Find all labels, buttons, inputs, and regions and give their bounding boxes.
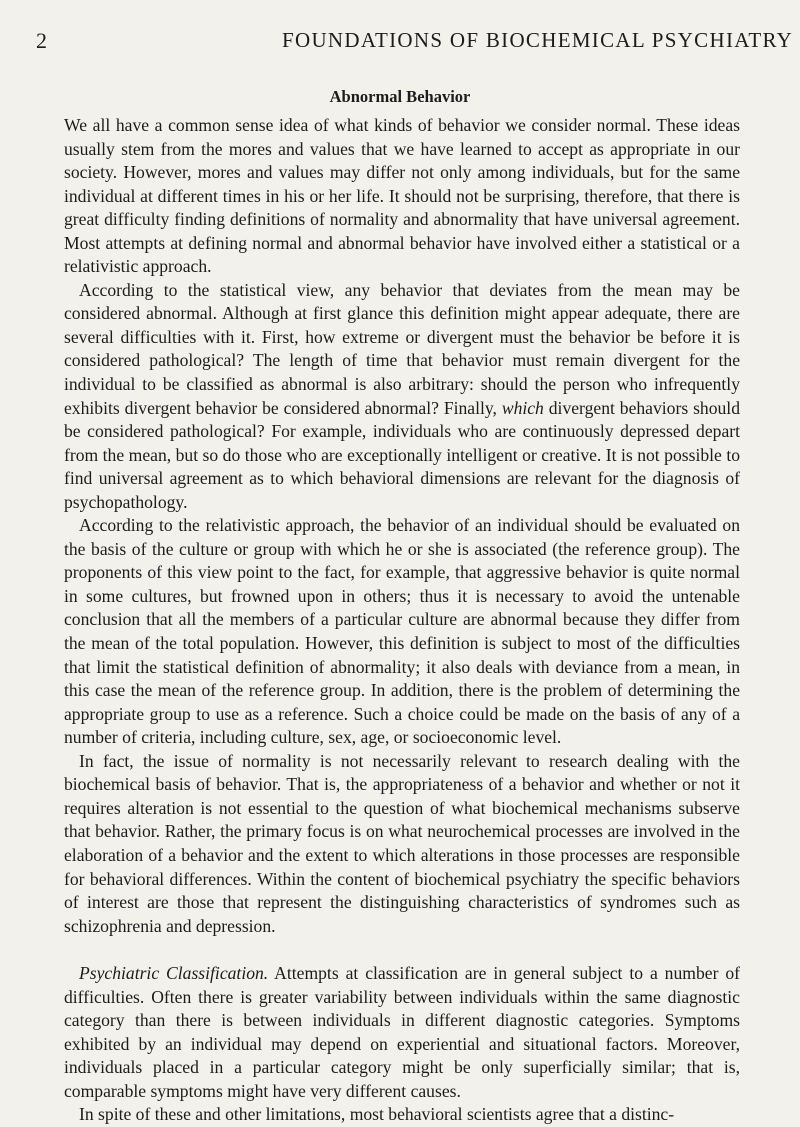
paragraph-biochemical-basis: In fact, the issue of normality is not necessarily relevant to research dealing with the biochemical basis of behavior. That is, the appropriateness of a behavior and whether or not it requires alteration is not essential to the question of what biochemical mechanisms subserve that behavior. Rather, the primary focus is on what neurochemical processes are involved in the elaboration of a behavior and the extent to which alterations in those processes are responsible for behavioral differences. Within the content of biochemical psychiatry the specific behaviors of interest are those that represent the distinguishing characteristics of syndromes such as schizophrenia and depression.: [64, 750, 740, 936]
emphasis-word: which: [501, 397, 544, 418]
paragraph-normality-intro: We all have a common sense idea of what kinds of behavior we consider normal. These ideas usually stem from the mores and values that we have learned to accept as appropriate in our society. However, mores and values may differ not only among individuals, but for the same individual at different times in his or her life. It should not be surprising, therefore, that there is great difficulty finding definitions of normality and abnormality that have universal agreement. Most attempts at defining normal and abnormal behavior have involved either a statistical or a relativistic approach.: [64, 115, 740, 277]
paragraph-statistical-view: [64, 279, 740, 514]
running-head: [36, 28, 794, 58]
paragraph-text: Attempts at classification are in general subject to a number of difficulties. Often there is greater variability between individuals within the same diagnostic category than there is between individuals in different diagnostic categories. Symptoms exhibited by an individual may depend on experiential and situational factors. Moreover, individuals placed in a particular category might be only superficially similar; that is, comparable symptoms might have very different causes.: [64, 963, 740, 1101]
body-text: [64, 114, 740, 1127]
page-number: 2: [36, 28, 48, 53]
section-heading: Abnormal Behavior: [329, 87, 471, 106]
paragraph-text: According to the statistical view, any behavior that deviates from the mean may be considered abnormal. Although at first glance this definition might appear adequate, there are several difficulties with it. First, how extreme or divergent must the behavior be before it is considered pathological? The length of time that behavior must remain divergent for the individual to be classified as abnormal is also arbitrary: should the person who infrequently exhibits divergent behavior be considered abnormal? Finally,: [64, 279, 740, 418]
paragraph-relativistic-approach: According to the relativistic approach, the behavior of an individual should be evaluated on the basis of the culture or group with which he or she is associated (the reference group). The proponents of this view point to the fact, for example, that aggressive behavior is quite normal in some cultures, but frowned upon in others; thus it is necessary to avoid the untenable conclusion that all the members of a particular culture are abnormal because they differ from the mean of the total population. However, this definition is subject to most of the difficulties that limit the statistical definition of abnormality; it also deals with deviance from a mean, in this case the mean of the reference group. In addition, there is the problem of determining the appropriate group to use as a reference. Such a choice could be made on the basis of any of a number of criteria, including culture, sex, age, or socioeconomic level.: [64, 515, 740, 748]
subsection-psychiatric-classification: [64, 962, 740, 1127]
running-title: FOUNDATIONS OF BIOCHEMICAL PSYCHIATRY: [282, 28, 794, 52]
run-in-heading: Psychiatric Classification.: [79, 963, 269, 984]
paragraph-limitations: In spite of these and other limitations, most behavioral scientists agree that a distinc-: [79, 1104, 675, 1125]
paragraph-text: divergent behaviors should be considered pathological? For example, individuals who are continuously depressed depart from the mean, but so do those who are exceptionally intelligent or creative. It is not possible to find universal agreement as to which behavioral dimensions are relevant for the diagnosis of psychopathology.: [64, 397, 740, 512]
paragraph-classification: [64, 962, 740, 1103]
